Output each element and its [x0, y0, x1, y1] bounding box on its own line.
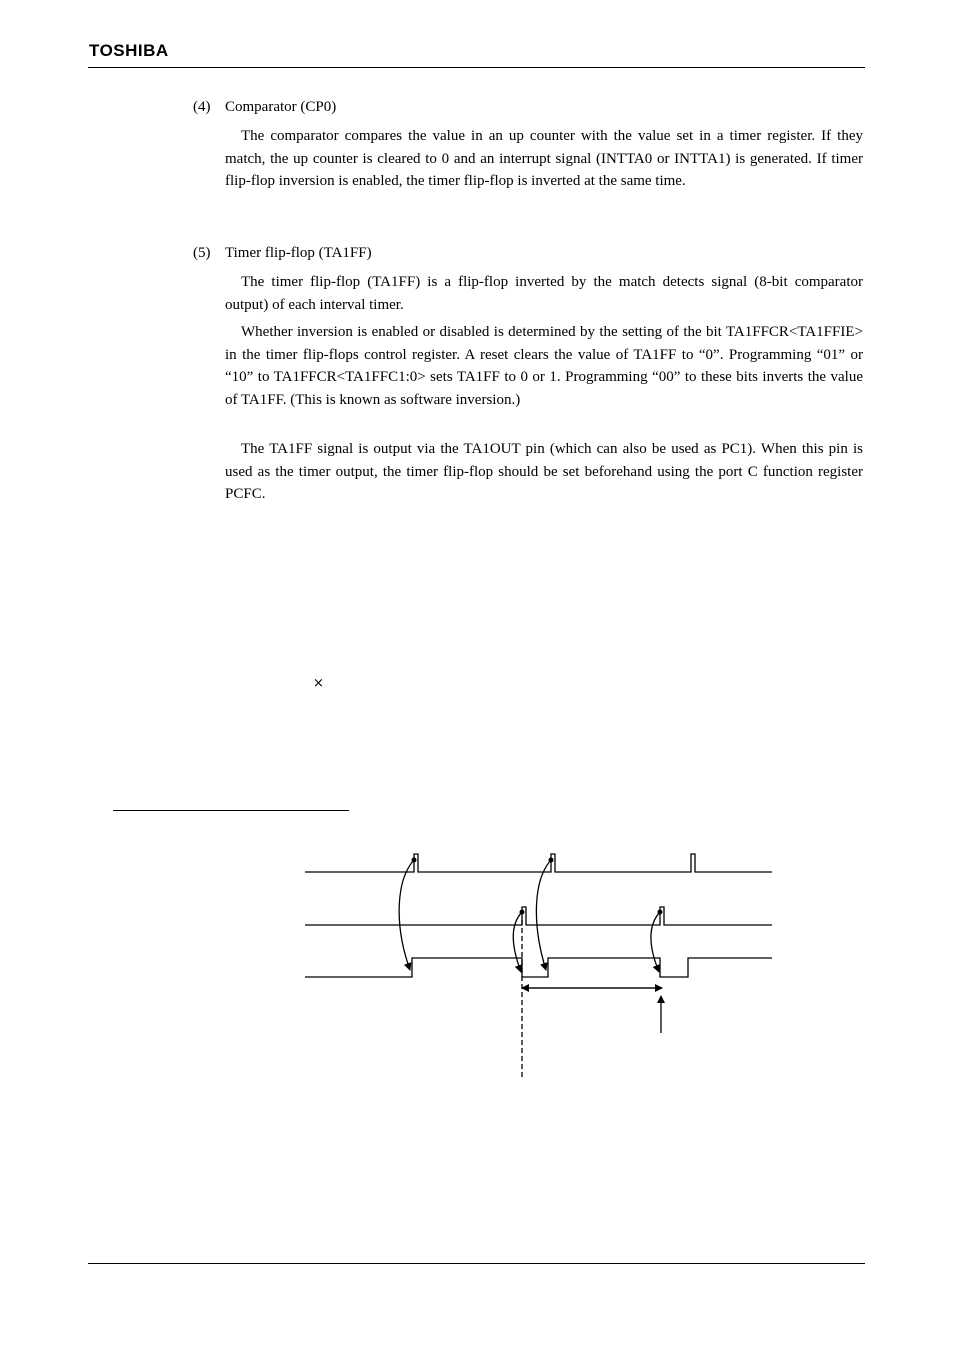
multiplication-sign: × — [313, 676, 324, 691]
causal-arrow-3 — [513, 912, 522, 972]
waveform-upper — [305, 854, 772, 872]
section-5-paragraph-3: The TA1FF signal is output via the TA1OUT pin (which can also be used as PC1). When this pin is used as the timer output, the timer flip-flop should be set beforehand using the port C function register PCFC. — [225, 441, 863, 502]
causal-arrow-1 — [399, 860, 414, 970]
section-5-number: (5) — [193, 245, 211, 261]
pulse-dot-4 — [658, 910, 663, 915]
causal-arrow-2 — [536, 860, 551, 970]
section-5-paragraph-1: The timer flip-flop (TA1FF) is a flip-flop inverted by the match detects signal (8-bit comparator output) of each interval timer. — [225, 274, 863, 313]
toshiba-logo: TOSHIBA — [89, 41, 169, 60]
section-4-title: Comparator (CP0) — [225, 99, 337, 115]
waveform-middle — [305, 907, 772, 925]
section-4-paragraph-1: The comparator compares the value in an up counter with the value set in a timer register. If they match, the up counter is cleared to 0 and an interrupt signal (INTTA0 or INTTA1) is generated. If timer flip-flop inversion is enabled, the timer flip-flop is inverted at the same time. — [225, 128, 863, 189]
section-4-number: (4) — [193, 99, 211, 115]
causal-arrow-4 — [651, 912, 660, 972]
footer-rule — [88, 1263, 865, 1264]
section-5-paragraph-2: Whether inversion is enabled or disabled is determined by the setting of the bit TA1FFCR<TA1FFIE> in the timer flip-flops control register. A reset clears the value of TA1FF to “0”. Programming “01” or “10” to TA1FFCR<TA1FFC1:0> sets TA1FF to 0 or 1. Programming “00” to these bits inverts the value of TA1FF. (This is known as software inversion.) — [225, 324, 863, 408]
pulse-dot-1 — [412, 858, 417, 863]
pulse-dot-2 — [549, 858, 554, 863]
pulse-dot-3 — [520, 910, 525, 915]
waveform-flipflop — [305, 958, 772, 977]
section-5-title: Timer flip-flop (TA1FF) — [225, 245, 372, 261]
